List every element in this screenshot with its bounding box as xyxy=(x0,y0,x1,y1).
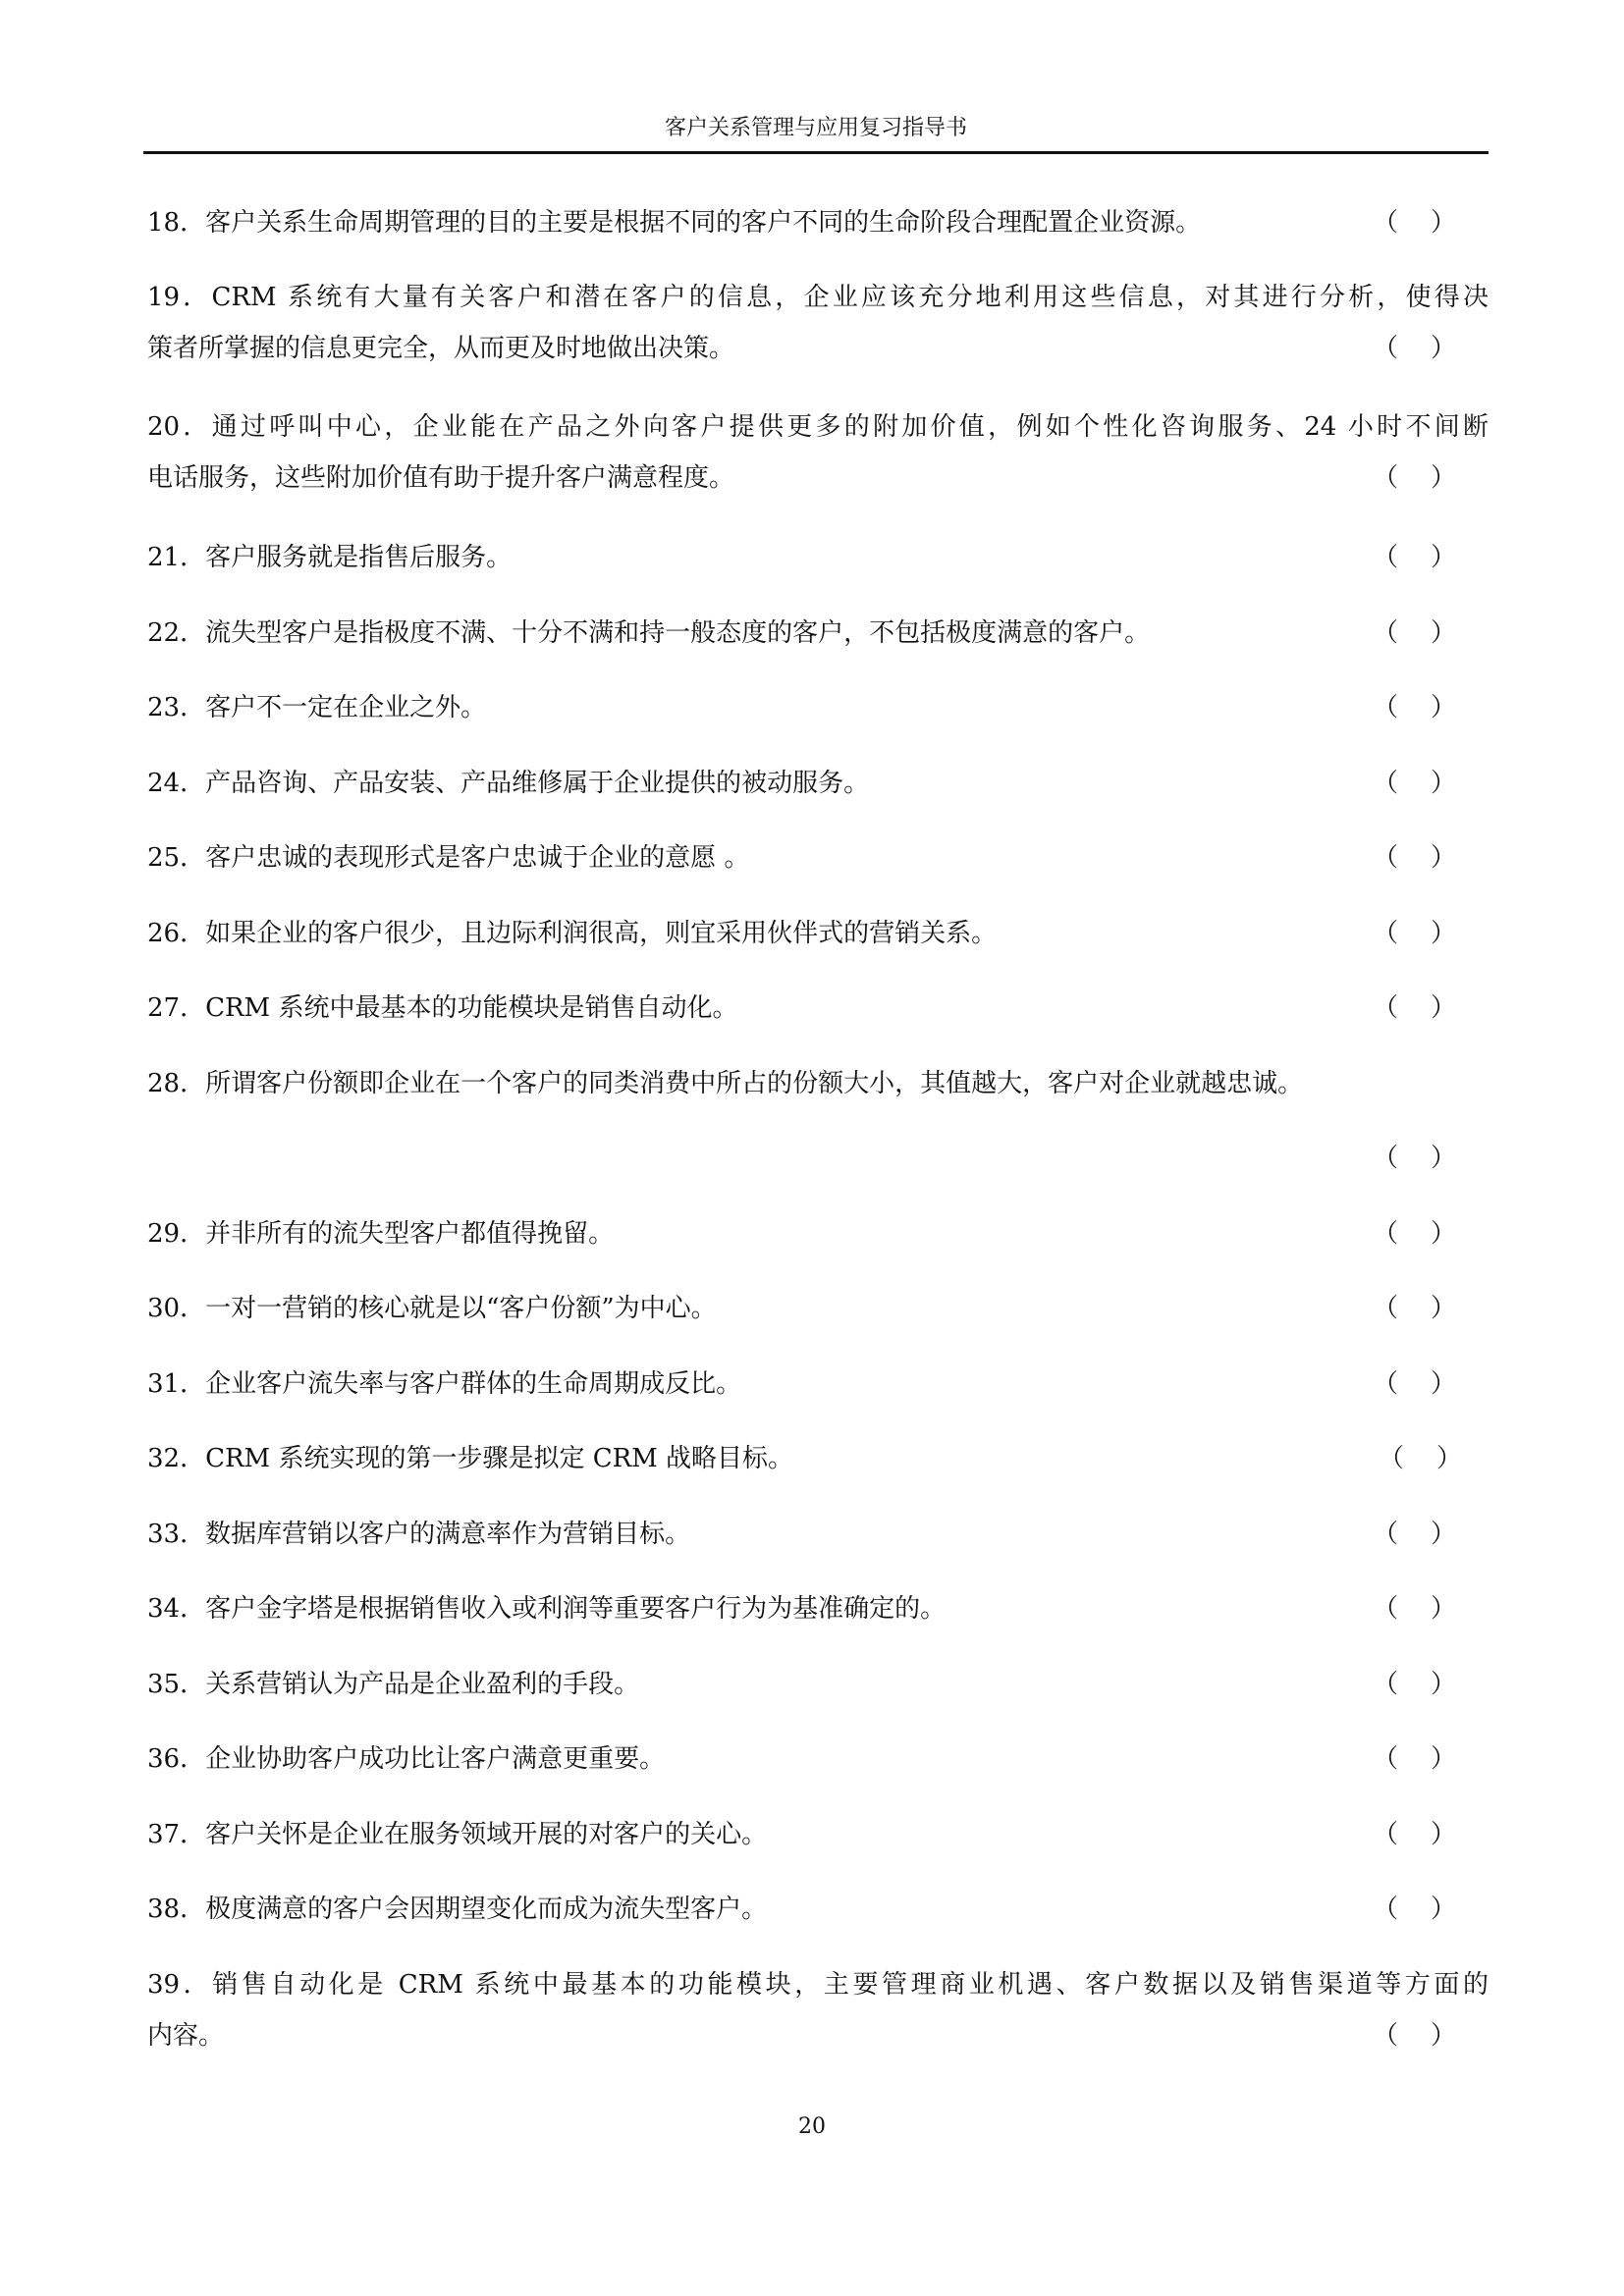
question-line xyxy=(147,334,1489,363)
answer-parentheses: （ ） xyxy=(1373,1369,1457,1399)
answer-parentheses: （ ） xyxy=(1373,993,1457,1023)
question-line xyxy=(147,2021,1489,2051)
answer-parentheses: （ ） xyxy=(1373,1219,1457,1249)
answer-parentheses: （ ） xyxy=(1373,1144,1457,1173)
header-title: 客户关系管理与应用复习指导书 xyxy=(664,116,967,140)
question-22 xyxy=(147,618,1489,648)
question-text: 26．如果企业的客户很少，且边际利润很高，则宜采用伙伴式的营销关系。 xyxy=(147,919,998,948)
question-37 xyxy=(147,1820,1489,1849)
question-text: 32．CRM 系统实现的第一步骤是拟定 CRM 战略目标。 xyxy=(147,1444,794,1473)
answer-parentheses: （ ） xyxy=(1373,1594,1457,1624)
answer-parentheses: （ ） xyxy=(1373,1294,1457,1323)
question-line xyxy=(147,1895,1489,1924)
question-28 xyxy=(147,1069,1489,1173)
question-line xyxy=(147,1144,1489,1173)
question-line xyxy=(147,1444,1489,1473)
question-line xyxy=(147,1294,1489,1323)
question-26 xyxy=(147,919,1489,948)
question-text: 31．企业客户流失率与客户群体的生命周期成反比。 xyxy=(147,1369,742,1399)
question-36 xyxy=(147,1744,1489,1774)
question-line xyxy=(147,769,1489,798)
question-39 xyxy=(147,1970,1489,2051)
question-line xyxy=(147,208,1489,238)
answer-parentheses: （ ） xyxy=(1373,1895,1457,1924)
question-line xyxy=(147,543,1489,572)
answer-parentheses: （ ） xyxy=(1373,2021,1457,2051)
question-text: 36．企业协助客户成功比让客户满意更重要。 xyxy=(147,1744,666,1774)
answer-parentheses: （ ） xyxy=(1373,1670,1457,1699)
question-32 xyxy=(147,1444,1489,1473)
question-30 xyxy=(147,1294,1489,1323)
question-31 xyxy=(147,1369,1489,1399)
answer-parentheses: （ ） xyxy=(1373,1820,1457,1849)
answer-parentheses: （ ） xyxy=(1373,843,1457,873)
question-text: 策者所掌握的信息更完全，从而更及时地做出决策。 xyxy=(147,334,735,363)
answer-parentheses: （ ） xyxy=(1373,334,1457,363)
question-text: 19．CRM 系统有大量有关客户和潜在客户的信息，企业应该充分地利用这些信息，对其进行分析，使得决 xyxy=(147,283,1489,312)
answer-parentheses: （ ） xyxy=(1373,1744,1457,1774)
question-21 xyxy=(147,543,1489,572)
question-text: 37．客户关怀是企业在服务领域开展的对客户的关心。 xyxy=(147,1820,768,1849)
question-text: 22．流失型客户是指极度不满、十分不满和持一般态度的客户，不包括极度满意的客户。 xyxy=(147,618,1151,648)
question-line xyxy=(147,993,1489,1023)
page-header xyxy=(143,114,1489,154)
question-line xyxy=(147,618,1489,648)
question-24 xyxy=(147,769,1489,798)
answer-parentheses: （ ） xyxy=(1373,769,1457,798)
question-line xyxy=(147,1744,1489,1774)
question-27 xyxy=(147,993,1489,1023)
question-text: 33．数据库营销以客户的满意率作为营销目标。 xyxy=(147,1520,691,1549)
question-text: 34．客户金字塔是根据销售收入或利润等重要客户行为为基准确定的。 xyxy=(147,1594,947,1624)
question-23 xyxy=(147,693,1489,722)
question-text: 电话服务，这些附加价值有助于提升客户满意程度。 xyxy=(147,463,735,493)
question-25 xyxy=(147,843,1489,873)
question-text: 20．通过呼叫中心，企业能在产品之外向客户提供更多的附加价值，例如个性化咨询服务、24 小时不间断 xyxy=(147,412,1489,442)
question-text: 29．并非所有的流失型客户都值得挽留。 xyxy=(147,1219,615,1249)
question-35 xyxy=(147,1670,1489,1699)
answer-parentheses: （ ） xyxy=(1379,1444,1463,1473)
question-38 xyxy=(147,1895,1489,1924)
answer-parentheses: （ ） xyxy=(1373,543,1457,572)
answer-parentheses: （ ） xyxy=(1373,1520,1457,1549)
question-text: 25．客户忠诚的表现形式是客户忠诚于企业的意愿 。 xyxy=(147,843,750,873)
question-line xyxy=(147,843,1489,873)
question-text: 39．销售自动化是 CRM 系统中最基本的功能模块，主要管理商业机遇、客户数据以及销售渠道等方面的 xyxy=(147,1970,1489,2000)
question-19 xyxy=(147,283,1489,363)
answer-parentheses: （ ） xyxy=(1373,618,1457,648)
question-text: 28．所谓客户份额即企业在一个客户的同类消费中所占的份额大小，其值越大，客户对企业就越忠诚。 xyxy=(147,1069,1304,1098)
question-text: 21．客户服务就是指售后服务。 xyxy=(147,543,513,572)
question-33 xyxy=(147,1520,1489,1549)
question-line xyxy=(147,693,1489,722)
page-number: 20 xyxy=(798,2114,826,2139)
answer-parentheses: （ ） xyxy=(1373,463,1457,493)
question-line xyxy=(147,919,1489,948)
question-34 xyxy=(147,1594,1489,1624)
question-line xyxy=(147,463,1489,493)
question-text: 38．极度满意的客户会因期望变化而成为流失型客户。 xyxy=(147,1895,768,1924)
question-text: 18．客户关系生命周期管理的目的主要是根据不同的客户不同的生命阶段合理配置企业资源。 xyxy=(147,208,1202,238)
question-line xyxy=(147,1594,1489,1624)
question-line xyxy=(147,1520,1489,1549)
question-20 xyxy=(147,412,1489,493)
question-text: 30．一对一营销的核心就是以“客户份额”为中心。 xyxy=(147,1294,717,1323)
answer-parentheses: （ ） xyxy=(1373,208,1457,238)
answer-parentheses: （ ） xyxy=(1373,919,1457,948)
question-18 xyxy=(147,208,1489,238)
question-line xyxy=(147,1670,1489,1699)
question-line xyxy=(147,1820,1489,1849)
question-text: 23．客户不一定在企业之外。 xyxy=(147,693,487,722)
question-line xyxy=(147,1369,1489,1399)
question-text: 27．CRM 系统中最基本的功能模块是销售自动化。 xyxy=(147,993,738,1023)
answer-parentheses: （ ） xyxy=(1373,693,1457,722)
question-text: 24．产品咨询、产品安装、产品维修属于企业提供的被动服务。 xyxy=(147,769,870,798)
question-text: 内容。 xyxy=(147,2021,225,2051)
question-line xyxy=(147,1219,1489,1249)
question-29 xyxy=(147,1219,1489,1249)
question-text: 35．关系营销认为产品是企业盈利的手段。 xyxy=(147,1670,640,1699)
